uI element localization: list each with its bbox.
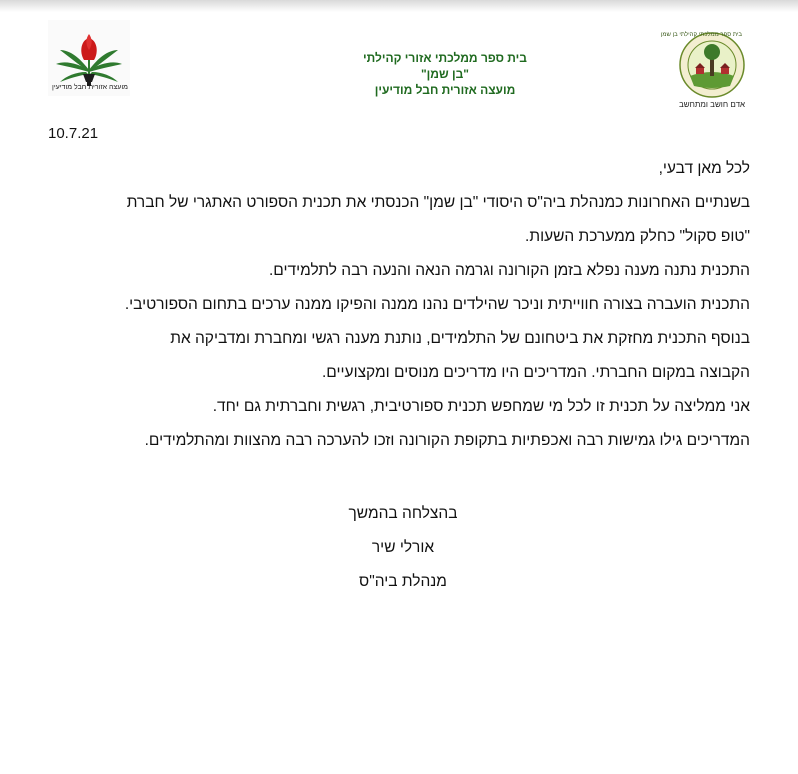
right-logo-ring-text: בית ספר ממלכתי קהילתי בן שמן	[660, 32, 742, 38]
letter-greeting: לכל מאן דבעי,	[658, 160, 750, 177]
page-top-shadow	[0, 0, 798, 12]
school-line-3: מועצה אזורית חבל מודיעין	[374, 83, 516, 97]
letter-line: התכנית נתנה מענה נפלא בזמן הקורונה וגרמה הנאה והנעה רבה לתלמידים.	[268, 262, 750, 279]
school-header	[300, 50, 590, 98]
school-line-2: "בן שמן"	[420, 67, 469, 81]
letter-body	[46, 152, 750, 458]
school-line-1: בית ספר ממלכתי אזורי קהילתי	[363, 51, 527, 65]
letter-line: המדריכים גילו גמישות רבה ואכפתיות בתקופת הקורונה וזכו להערכה רבה מהצוות ומהתלמידים.	[144, 432, 750, 449]
right-logo-caption: אדם חושב ומתחשב	[678, 100, 746, 109]
letter-line: בנוסף התכנית מחזקת את ביטחונם של התלמידים, נותנת מענה רגשי ומחברת ומדביקה את	[170, 330, 750, 347]
letter-line: "טופ סקול" כחלק ממערכת השעות.	[525, 228, 750, 245]
letter-date: 10.7.21	[48, 125, 99, 142]
left-logo-text: מועצה אזורית חבל מודיעין	[52, 84, 128, 91]
letter-line: התכנית הועברה בצורה חווייתית וניכר שהילדים נהנו ממנה והפיקו ממנה ערכים בתחום הספורטיבי.	[124, 296, 750, 313]
signer-name: אורלי שיר	[371, 539, 435, 556]
letter-line: בשנתיים האחרונות כמנהלת ביה"ס היסודי "בן שמן" הכנסתי את תכנית הספורט האתגרי של חברת	[126, 194, 750, 211]
signer-title: מנהלת ביה"ס	[359, 573, 447, 590]
closing-text: בהצלחה בהמשך	[348, 505, 458, 522]
letter-line: אני ממליצה על תכנית זו לכל מי שמחפש תכנית ספורטיבית, רגשית וחברתית גם יחד.	[212, 398, 750, 415]
letter-signature-block	[298, 497, 508, 599]
school-tree-emblem-icon	[660, 30, 752, 112]
letter-line: הקבוצה במקום החברתי. המדריכים היו מדריכים מנוסים ומקצועיים.	[321, 364, 750, 381]
